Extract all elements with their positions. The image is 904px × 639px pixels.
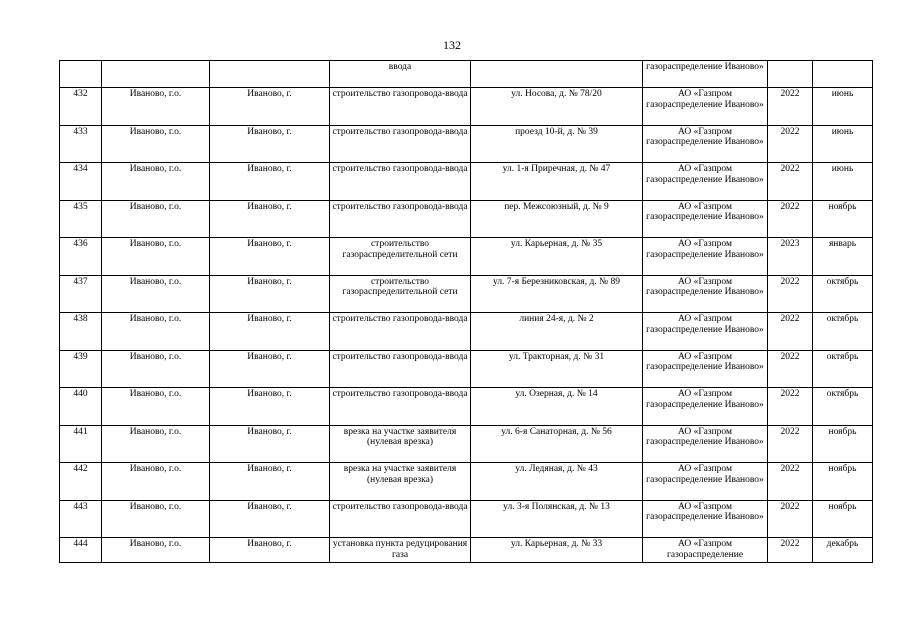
cell-organization: АО «Газпром газораспределение Иваново»: [643, 125, 768, 163]
cell-num: 442: [60, 463, 102, 501]
cell-address: ул. Озерная, д. № 14: [471, 388, 643, 426]
cell-month: ноябрь: [813, 200, 873, 238]
cell-work: врезка на участке заявителя (нулевая врезка): [330, 463, 471, 501]
table-row: [60, 388, 873, 426]
cell-settlement: Иваново, г.: [210, 500, 330, 538]
cell-num: 435: [60, 200, 102, 238]
cell-address: ул. 1-я Приречная, д. № 47: [471, 163, 643, 201]
table-row-continued: [60, 61, 873, 88]
cell-address: ул. 7-я Березниковская, д. № 89: [471, 275, 643, 313]
cell-year: 2022: [768, 388, 813, 426]
cell-organization: АО «Газпром газораспределение: [643, 538, 768, 563]
table-row: [60, 200, 873, 238]
cell-organization: АО «Газпром газораспределение Иваново»: [643, 313, 768, 351]
cell-settlement: Иваново, г.: [210, 350, 330, 388]
cell-num: 441: [60, 425, 102, 463]
cell-month: июнь: [813, 163, 873, 201]
cell-organization: АО «Газпром газораспределение Иваново»: [643, 238, 768, 276]
table-row: [60, 313, 873, 351]
cell-settlement: Иваново, г.: [210, 88, 330, 126]
cell-work: строительство газопровода-ввода: [330, 163, 471, 201]
cell-year: 2022: [768, 538, 813, 563]
cell-settlement: Иваново, г.: [210, 313, 330, 351]
cell-work: строительство газопровода-ввода: [330, 88, 471, 126]
cell-organization: АО «Газпром газораспределение Иваново»: [643, 463, 768, 501]
cell-district: Иваново, г.о.: [102, 88, 210, 126]
cell-organization: газораспределение Иваново»: [643, 61, 768, 88]
cell-settlement: Иваново, г.: [210, 163, 330, 201]
cell-district: Иваново, г.о.: [102, 463, 210, 501]
cell-address: пер. Межсоюзный, д. № 9: [471, 200, 643, 238]
cell-year: 2022: [768, 88, 813, 126]
cell-district: Иваново, г.о.: [102, 500, 210, 538]
cell-address: линия 24-я, д. № 2: [471, 313, 643, 351]
cell-num: 438: [60, 313, 102, 351]
cell-address: ул. 3-я Полянская, д. № 13: [471, 500, 643, 538]
cell-num: 440: [60, 388, 102, 426]
cell-year: [768, 61, 813, 88]
cell-organization: АО «Газпром газораспределение Иваново»: [643, 388, 768, 426]
cell-work: врезка на участке заявителя (нулевая врезка): [330, 425, 471, 463]
cell-month: июнь: [813, 88, 873, 126]
cell-settlement: Иваново, г.: [210, 238, 330, 276]
cell-work: строительство газораспределительной сети: [330, 238, 471, 276]
cell-work: строительство газопровода-ввода: [330, 388, 471, 426]
cell-year: 2022: [768, 275, 813, 313]
cell-work: строительство газопровода-ввода: [330, 500, 471, 538]
cell-settlement: [210, 61, 330, 88]
cell-month: октябрь: [813, 313, 873, 351]
cell-num: 437: [60, 275, 102, 313]
cell-settlement: Иваново, г.: [210, 388, 330, 426]
cell-district: Иваново, г.о.: [102, 125, 210, 163]
table-row: [60, 538, 873, 563]
cell-year: 2022: [768, 163, 813, 201]
cell-work: ввода: [330, 61, 471, 88]
cell-district: Иваново, г.о.: [102, 200, 210, 238]
cell-district: Иваново, г.о.: [102, 538, 210, 563]
cell-district: [102, 61, 210, 88]
cell-address: ул. Ледяная, д. № 43: [471, 463, 643, 501]
cell-organization: АО «Газпром газораспределение Иваново»: [643, 200, 768, 238]
cell-work: строительство газопровода-ввода: [330, 313, 471, 351]
cell-organization: АО «Газпром газораспределение Иваново»: [643, 500, 768, 538]
cell-year: 2023: [768, 238, 813, 276]
cell-month: декабрь: [813, 538, 873, 563]
cell-month: январь: [813, 238, 873, 276]
cell-month: ноябрь: [813, 425, 873, 463]
cell-num: 432: [60, 88, 102, 126]
cell-settlement: Иваново, г.: [210, 200, 330, 238]
cell-district: Иваново, г.о.: [102, 350, 210, 388]
table-row: [60, 500, 873, 538]
cell-address: ул. Носова, д. № 78/20: [471, 88, 643, 126]
cell-month: ноябрь: [813, 500, 873, 538]
cell-organization: АО «Газпром газораспределение Иваново»: [643, 163, 768, 201]
cell-address: ул. Карьерная, д. № 33: [471, 538, 643, 563]
cell-settlement: Иваново, г.: [210, 463, 330, 501]
cell-work: установка пункта редуцирования газа: [330, 538, 471, 563]
cell-work: строительство газопровода-ввода: [330, 350, 471, 388]
cell-num: 439: [60, 350, 102, 388]
cell-address: ул. 6-я Санаторная, д. № 56: [471, 425, 643, 463]
cell-year: 2022: [768, 500, 813, 538]
cell-num: 444: [60, 538, 102, 563]
table-row: [60, 88, 873, 126]
cell-work: строительство газораспределительной сети: [330, 275, 471, 313]
cell-district: Иваново, г.о.: [102, 313, 210, 351]
table-row: [60, 238, 873, 276]
cell-month: [813, 61, 873, 88]
table-row: [60, 163, 873, 201]
cell-year: 2022: [768, 313, 813, 351]
table-row: [60, 350, 873, 388]
cell-year: 2022: [768, 200, 813, 238]
cell-district: Иваново, г.о.: [102, 238, 210, 276]
register-table: [59, 60, 873, 563]
cell-address: ул. Тракторная, д. № 31: [471, 350, 643, 388]
cell-address: [471, 61, 643, 88]
cell-organization: АО «Газпром газораспределение Иваново»: [643, 350, 768, 388]
cell-organization: АО «Газпром газораспределение Иваново»: [643, 425, 768, 463]
cell-month: октябрь: [813, 275, 873, 313]
table-row: [60, 275, 873, 313]
page-number: 132: [443, 38, 461, 52]
cell-num: [60, 61, 102, 88]
cell-month: ноябрь: [813, 463, 873, 501]
cell-settlement: Иваново, г.: [210, 538, 330, 563]
table-row: [60, 425, 873, 463]
cell-year: 2022: [768, 463, 813, 501]
cell-num: 434: [60, 163, 102, 201]
cell-year: 2022: [768, 425, 813, 463]
cell-district: Иваново, г.о.: [102, 388, 210, 426]
cell-district: Иваново, г.о.: [102, 275, 210, 313]
cell-district: Иваново, г.о.: [102, 425, 210, 463]
table-row: [60, 125, 873, 163]
cell-month: июнь: [813, 125, 873, 163]
cell-month: октябрь: [813, 350, 873, 388]
cell-organization: АО «Газпром газораспределение Иваново»: [643, 275, 768, 313]
cell-work: строительство газопровода-ввода: [330, 125, 471, 163]
cell-year: 2022: [768, 125, 813, 163]
cell-num: 443: [60, 500, 102, 538]
cell-settlement: Иваново, г.: [210, 275, 330, 313]
table-row: [60, 463, 873, 501]
cell-month: октябрь: [813, 388, 873, 426]
cell-num: 436: [60, 238, 102, 276]
cell-district: Иваново, г.о.: [102, 163, 210, 201]
cell-num: 433: [60, 125, 102, 163]
cell-year: 2022: [768, 350, 813, 388]
table-body: [60, 61, 873, 563]
cell-organization: АО «Газпром газораспределение Иваново»: [643, 88, 768, 126]
cell-settlement: Иваново, г.: [210, 425, 330, 463]
cell-address: ул. Карьерная, д. № 35: [471, 238, 643, 276]
cell-address: проезд 10-й, д. № 39: [471, 125, 643, 163]
cell-settlement: Иваново, г.: [210, 125, 330, 163]
cell-work: строительство газопровода-ввода: [330, 200, 471, 238]
